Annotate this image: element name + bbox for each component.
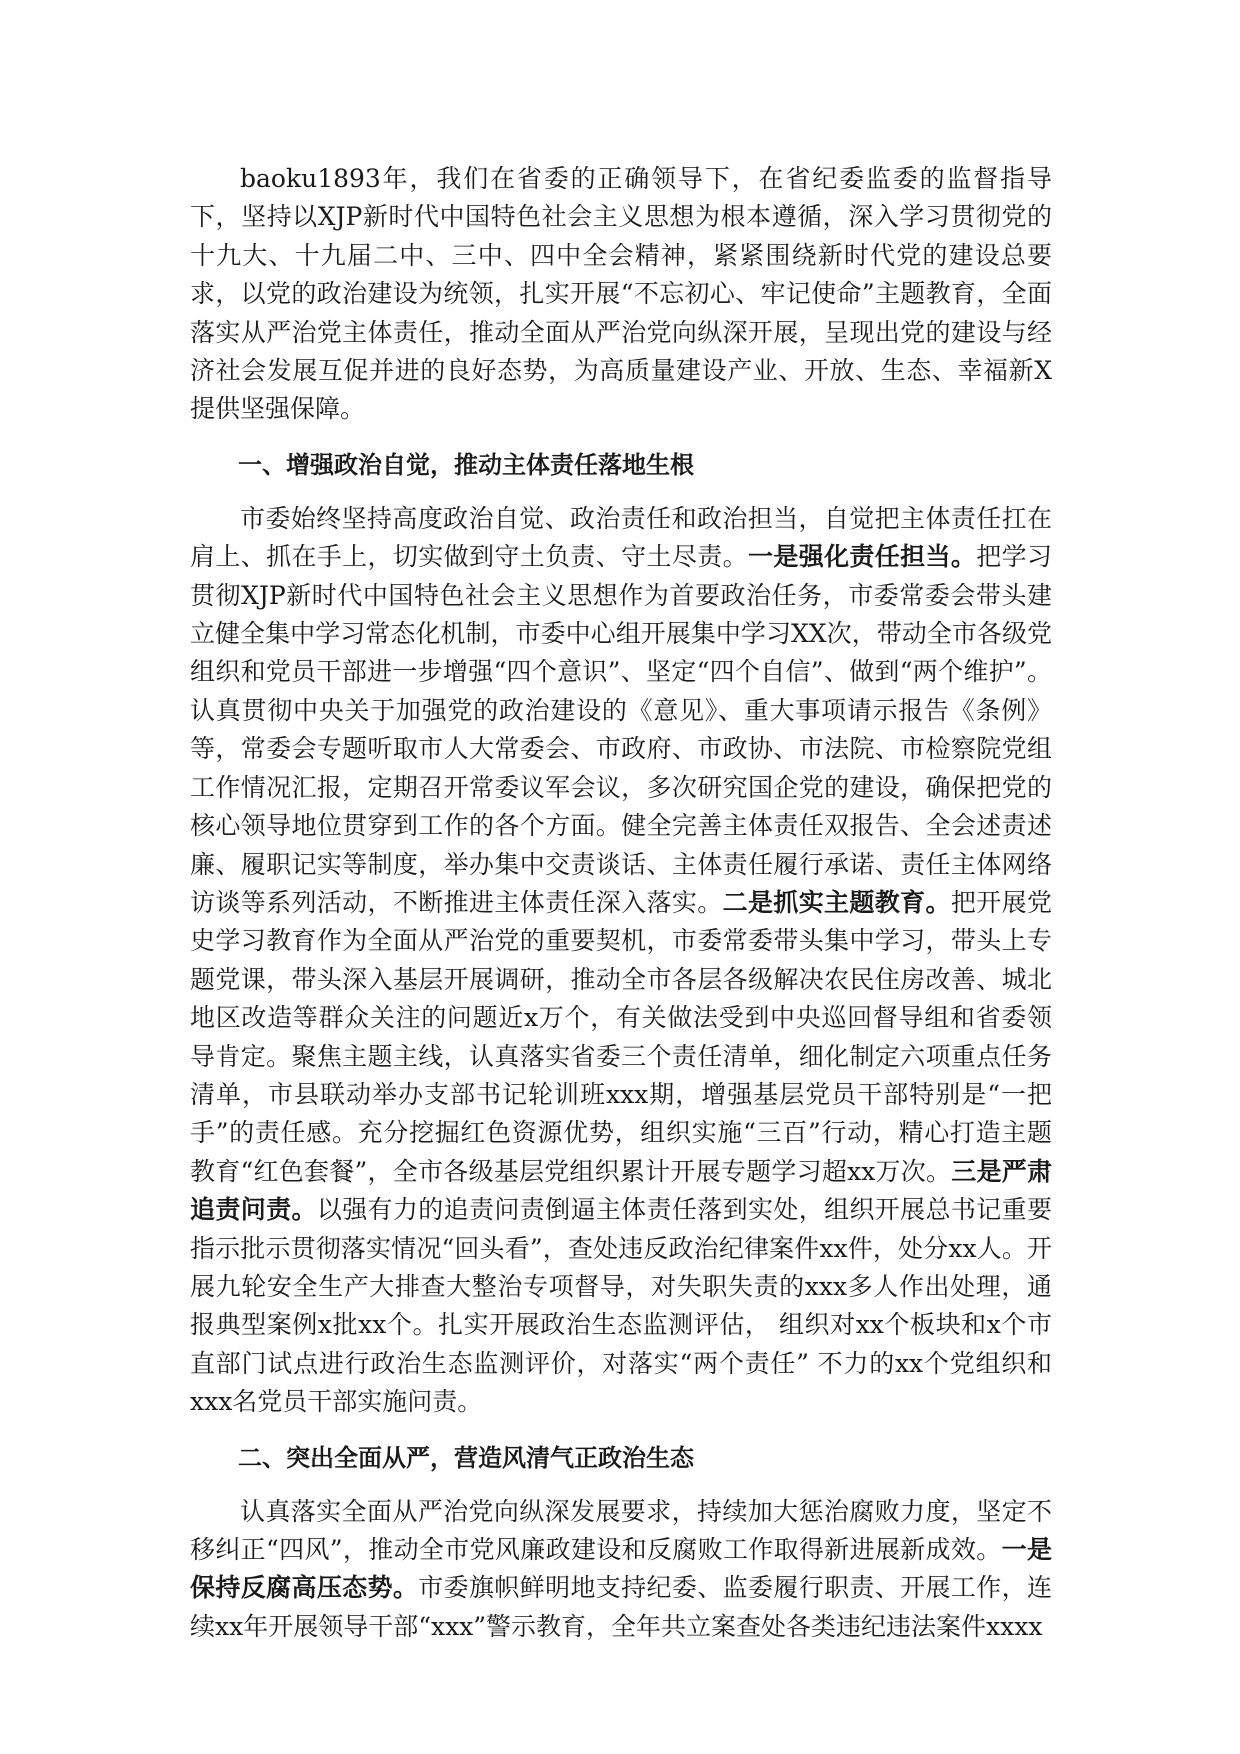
section-1-paragraph xyxy=(190,500,1052,1422)
section-2-point-1: 一是保持反腐高压态势。 xyxy=(190,1535,1052,1603)
section-1-heading: 一、增强政治自觉，推动主体责任落地生根 xyxy=(238,450,694,479)
section-2-text-1: 认真落实全面从严治党向纵深发展要求，持续加大惩治腐败力度，坚定不移纠正“四风”，推动全市党风廉政建设和反腐败工作取得新进展新成效。 xyxy=(190,1496,1052,1564)
section-2-text-2: 市委旗帜鲜明地支持纪委、监委履行职责、开展工作，连续xx年开展领导干部“xxx”警示教育，全年共立案查处各类违纪违法案件xxxx xyxy=(190,1573,1052,1641)
section-1-text-2: 把学习贯彻XJP新时代中国特色社会主义思想作为首要政治任务，市委常委会带头建立健全集中学习常态化机制，市委中心组开展集中学习XX次，带动全市各级党组织和党员干部进一步增强“四个意识”、坚定“四个自信”、做到“两个维护”。认真贯彻中央关于加强党的政治建设的《意见》、重大事项请示报告《条例》等，常委会专题听取市人大常委会、市政府、市政协、市法院、市检察院党组工作情况汇报，定期召开常委议军会议，多次研究国企党的建设，确保把党的核心领导地位贯穿到工作的各个方面。健全完善主体责任双报告、全会述责述廉、履职记实等制度，举办集中交责谈话、主体责任履行承诺、责任主体网络访谈等系列活动，不断推进主体责任深入落实。 xyxy=(190,542,1052,917)
document-body xyxy=(190,160,1052,1646)
section-1-point-2: 二是抓实主题教育。 xyxy=(722,887,951,917)
section-2-paragraph xyxy=(190,1493,1052,1647)
section-1-text-4: 以强有力的追责问责倒逼主体责任落到实处，组织开展总书记重要指示批示贯彻落实情况“回头看”，查处违反政治纪律案件xx件，处分xx人。开展九轮安全生产大排查大整治专项督导，对失职失责的xxx多人作出处理，通报典型案例x批xx个。扎实开展政治生态监测评估， 组织对xx个板块和x个市直部门试点进行政治生态监测评价，对落实“两个责任” 不力的xx个党组织和xxx名党员干部实施问责。 xyxy=(190,1195,1052,1417)
section-1-point-3: 三是严肃追责问责。 xyxy=(190,1156,1052,1225)
section-1-text-1: 市委始终坚持高度政治自觉、政治责任和政治担当，自觉把主体责任扛在肩上、抓在手上，切实做到守土负责、守土尽责。 xyxy=(190,503,1052,572)
section-2-heading: 二、突出全面从严，营造风清气正政治生态 xyxy=(238,1443,694,1472)
intro-paragraph xyxy=(190,160,1052,429)
section-1-point-1: 一是强化责任担当。 xyxy=(747,542,977,572)
intro-text: baoku1893年，我们在省委的正确领导下，在省纪委监委的监督指导下，坚持以XJP新时代中国特色社会主义思想为根本遵循，深入学习贯彻党的十九大、十九届二中、三中、四中全会精神，紧紧围绕新时代党的建设总要求，以党的政治建设为统领，扎实开展“不忘初心、牢记使命”主题教育，全面落实从严治党主体责任，推动全面从严治党向纵深开展，呈现出党的建设与经济社会发展互促并进的良好态势，为高质量建设产业、开放、生态、幸福新X提供坚强保障。 xyxy=(190,164,1052,424)
section-1-text-3: 把开展党史学习教育作为全面从严治党的重要契机，市委常委带头集中学习，带头上专题党课，带头深入基层开展调研，推动全市各层各级解决农民住房改善、城北地区改造等群众关注的问题近x万个，有关做法受到中央巡回督导组和省委领导肯定。聚焦主题主线，认真落实省委三个责任清单，细化制定六项重点任务清单，市县联动举办支部书记轮训班xxx期，增强基层党员干部特别是“一把手”的责任感。充分挖掘红色资源优势，组织实施“三百”行动，精心打造主题教育“红色套餐”，全市各级基层党组织累计开展专题学习超xx万次。 xyxy=(190,887,1052,1186)
